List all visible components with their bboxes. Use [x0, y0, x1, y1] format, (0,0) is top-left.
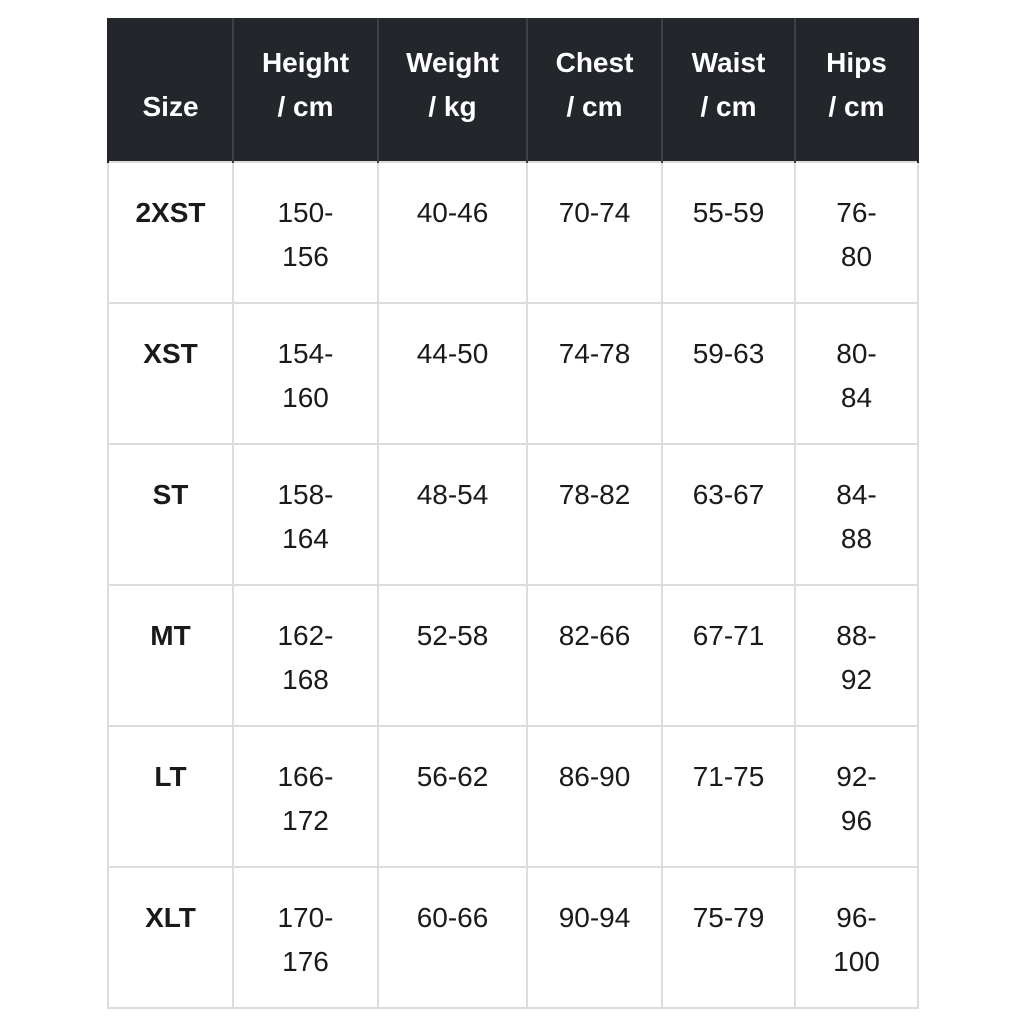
- waist-cell: 71-75: [662, 726, 795, 867]
- hips-cell: 80- 84: [795, 303, 918, 444]
- size-chart-table: [107, 18, 919, 1009]
- waist-cell: 55-59: [662, 162, 795, 303]
- weight-cell: 56-62: [378, 726, 527, 867]
- table-header: [108, 18, 918, 162]
- size-cell: LT: [108, 726, 233, 867]
- chest-cell: 74-78: [527, 303, 662, 444]
- height-cell: 170- 176: [233, 867, 378, 1008]
- table-row: [108, 162, 918, 303]
- waist-cell: 59-63: [662, 303, 795, 444]
- size-cell: XLT: [108, 867, 233, 1008]
- size-cell: ST: [108, 444, 233, 585]
- chest-cell: 70-74: [527, 162, 662, 303]
- table-row: [108, 303, 918, 444]
- chest-cell: 78-82: [527, 444, 662, 585]
- hips-cell: 92- 96: [795, 726, 918, 867]
- table-row: [108, 444, 918, 585]
- header-waist: Waist / cm: [662, 18, 795, 162]
- weight-cell: 44-50: [378, 303, 527, 444]
- weight-cell: 48-54: [378, 444, 527, 585]
- hips-cell: 76- 80: [795, 162, 918, 303]
- header-row: [108, 18, 918, 162]
- table-row: [108, 867, 918, 1008]
- table-row: [108, 585, 918, 726]
- weight-cell: 60-66: [378, 867, 527, 1008]
- size-cell: MT: [108, 585, 233, 726]
- table-row: [108, 726, 918, 867]
- height-cell: 166- 172: [233, 726, 378, 867]
- height-cell: 154- 160: [233, 303, 378, 444]
- weight-cell: 40-46: [378, 162, 527, 303]
- chest-cell: 86-90: [527, 726, 662, 867]
- hips-cell: 88- 92: [795, 585, 918, 726]
- header-weight: Weight / kg: [378, 18, 527, 162]
- chest-cell: 90-94: [527, 867, 662, 1008]
- height-cell: 158- 164: [233, 444, 378, 585]
- header-hips: Hips / cm: [795, 18, 918, 162]
- header-height: Height / cm: [233, 18, 378, 162]
- waist-cell: 67-71: [662, 585, 795, 726]
- header-size: Size: [108, 18, 233, 162]
- hips-cell: 96- 100: [795, 867, 918, 1008]
- waist-cell: 63-67: [662, 444, 795, 585]
- size-cell: XST: [108, 303, 233, 444]
- height-cell: 150- 156: [233, 162, 378, 303]
- table-body: [108, 162, 918, 1008]
- size-cell: 2XST: [108, 162, 233, 303]
- height-cell: 162- 168: [233, 585, 378, 726]
- waist-cell: 75-79: [662, 867, 795, 1008]
- header-chest: Chest / cm: [527, 18, 662, 162]
- weight-cell: 52-58: [378, 585, 527, 726]
- hips-cell: 84- 88: [795, 444, 918, 585]
- chest-cell: 82-66: [527, 585, 662, 726]
